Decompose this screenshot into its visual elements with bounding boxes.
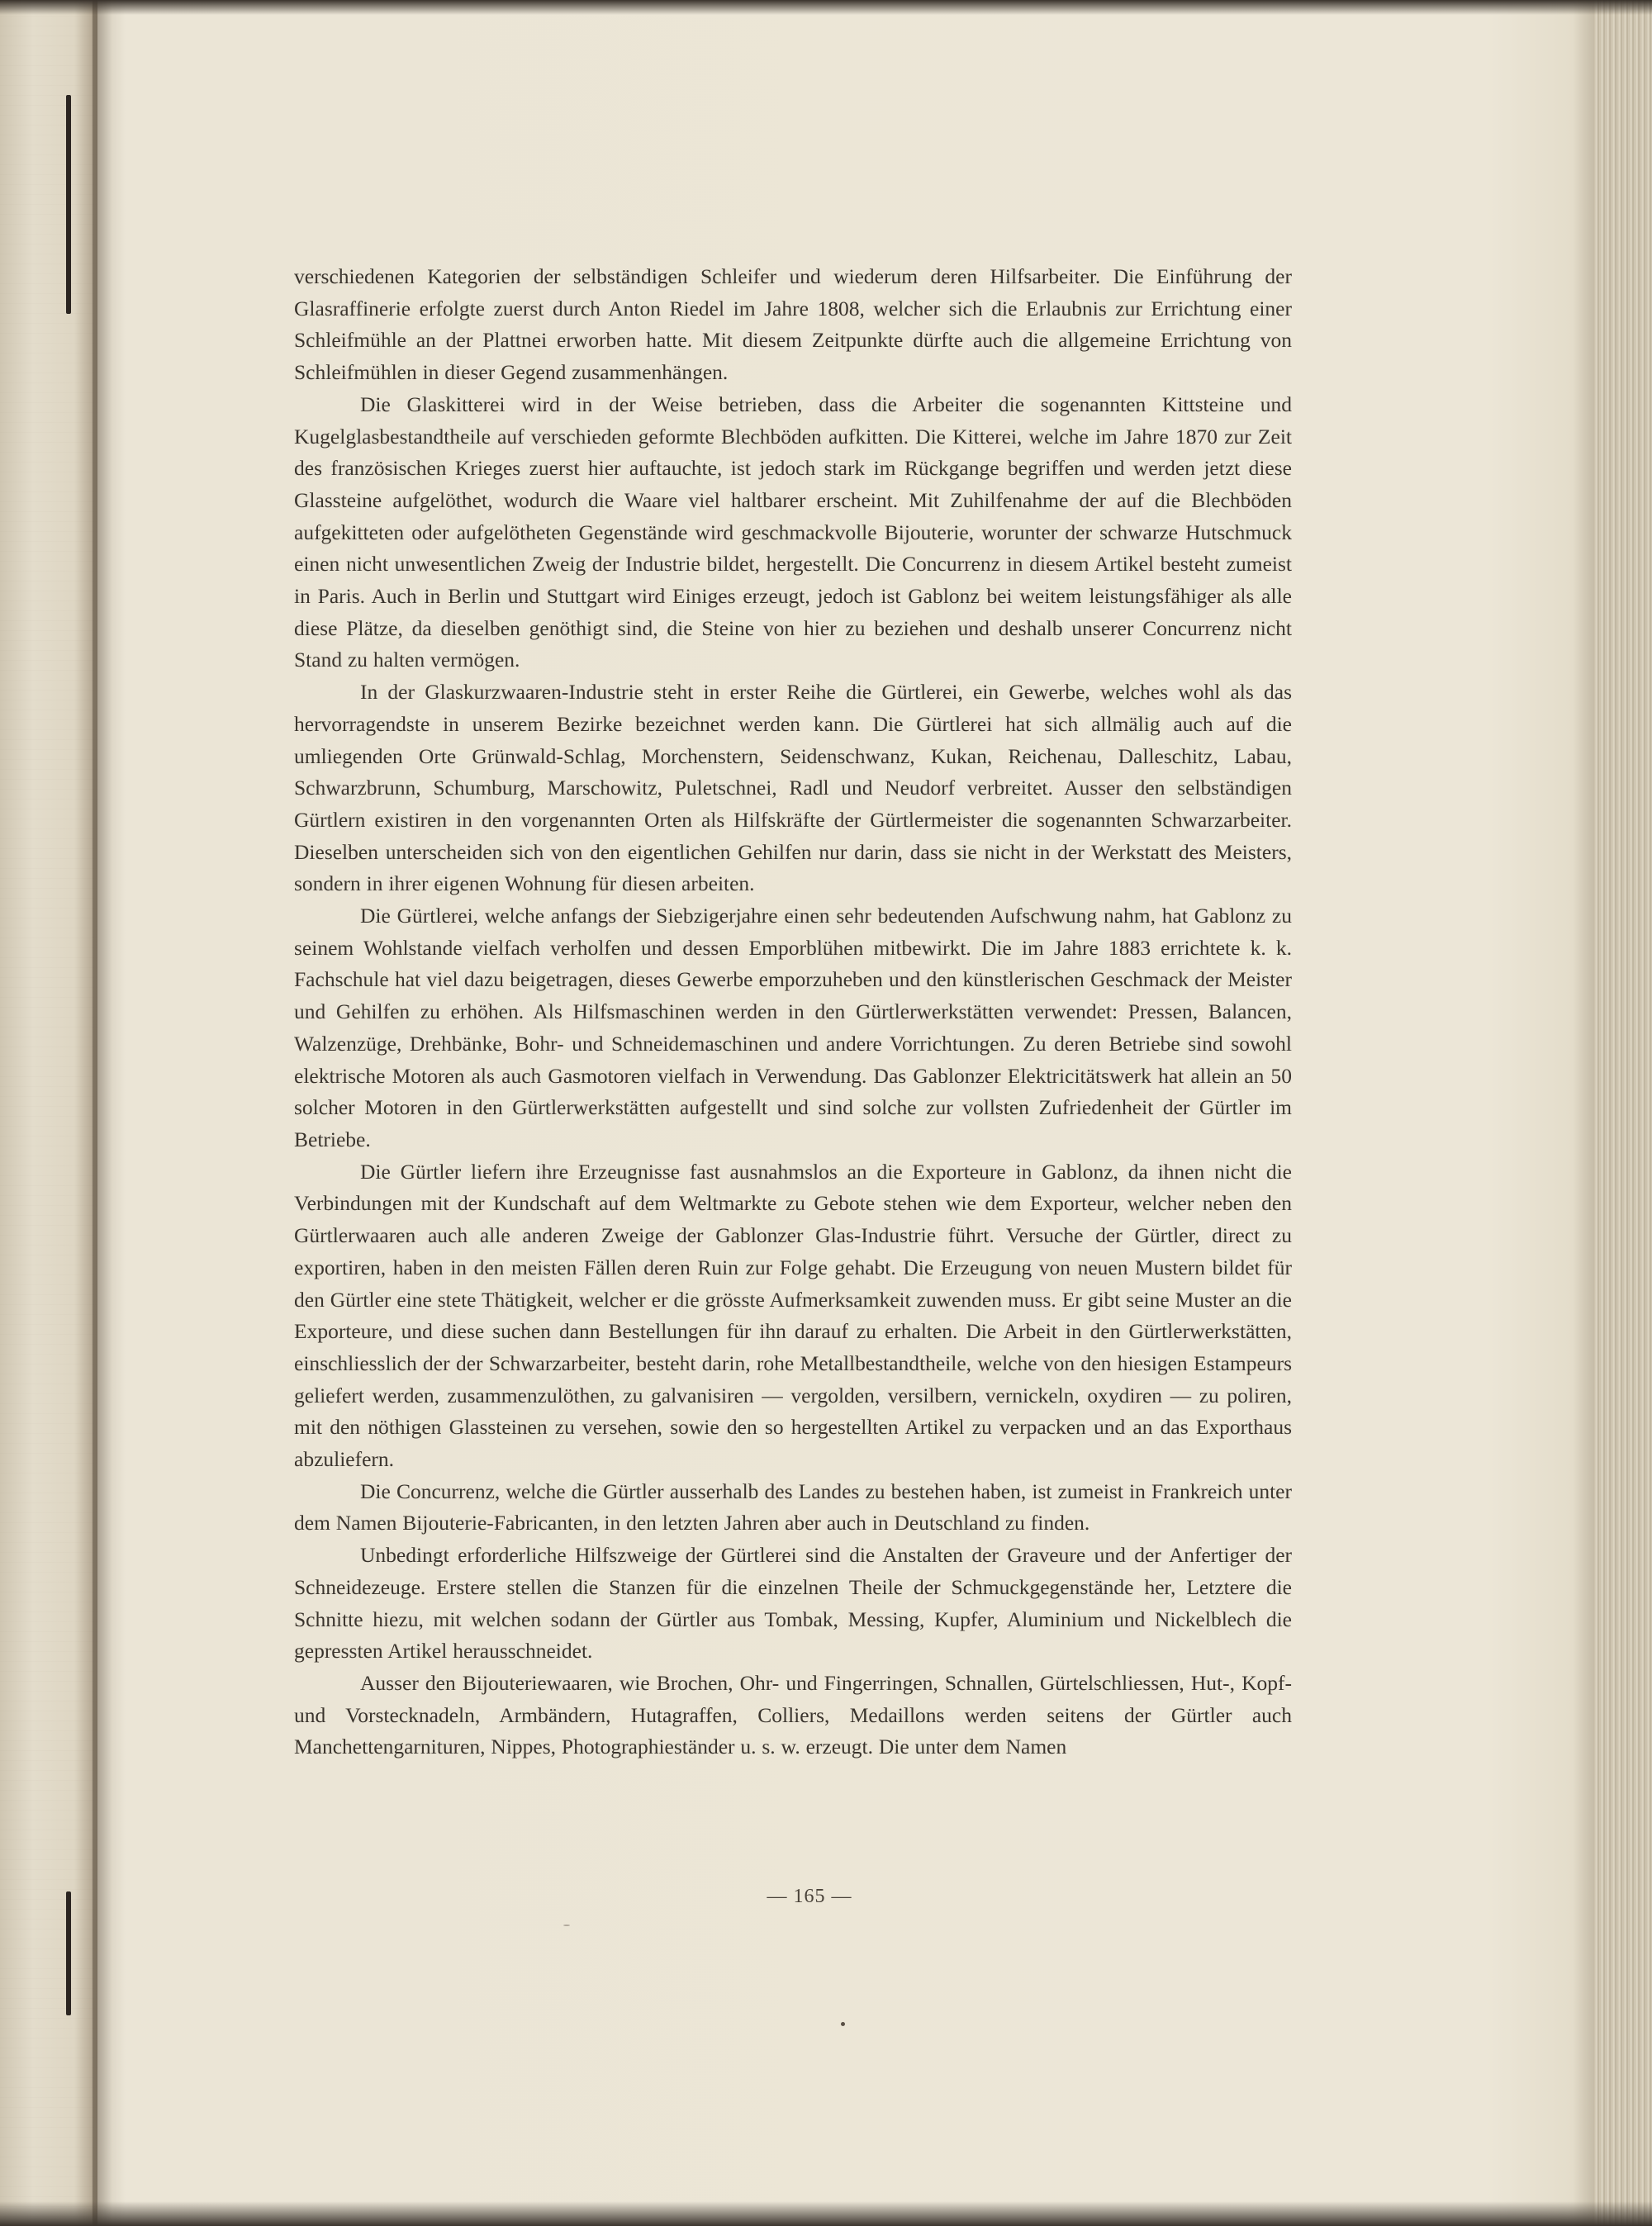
paragraph: Die Glaskitterei wird in der Weise betrieben, dass die Arbeiter die sogenannten Kittsteine und Kugelglasbestandtheile auf verschieden geformte Blechböden aufkitten. Die Kitterei, welche im Jahre 1870 zur Zeit des französischen Krieges zuerst hier auftauchte, ist jedoch stark im Rückgange begriffen und werden jetzt diese Glassteine aufgelöthet, wodurch die Waare viel haltbarer erscheint. Mit Zuhilfenahme der auf die Blechböden aufgekitteten oder aufgelötheten Gegenstände wird geschmackvolle Bijouterie, worunter der schwarze Hutschmuck einen nicht unwesentlichen Zweig der Industrie bildet, hergestellt. Die Concurrenz in diesem Artikel besteht zumeist in Paris. Auch in Berlin und Stuttgart wird Einiges erzeugt, jedoch ist Gablonz bei weitem leistungsfähiger als alle diese Plätze, da dieselben genöthigt sind, die Steine von hier zu beziehen und deshalb unserer Concurrenz nicht Stand zu halten vermögen.: [294, 392, 1292, 672]
paragraph: Die Gürtlerei, welche anfangs der Siebzigerjahre einen sehr bedeutenden Aufschwung nahm, hat Gablonz zu seinem Wohlstande vielfach verholfen und dessen Emporblühen mitbewirkt. Die im Jahre 1883 errichtete k. k. Fachschule hat viel dazu beigetragen, dieses Gewerbe emporzuheben und den künstlerischen Geschmack der Meister und Gehilfen zu erhöhen. Als Hilfsmaschinen werden in den Gürtlerwerkstätten verwendet: Pressen, Balancen, Walzenzüge, Drehbänke, Bohr- und Schneidemaschinen und andere Vorrichtungen. Zu deren Betriebe sind sowohl elektrische Motoren als auch Gasmotoren vielfach in Verwendung. Das Gablonzer Elektricitätswerk hat allein an 50 solcher Motoren in den Gürtlerwerkstätten aufgestellt und sind solche zur vollsten Zufriedenheit der Gürtler im Betriebe.: [294, 904, 1292, 1151]
facing-page-edge: [0, 0, 97, 2226]
binding-mark-lower: [66, 1891, 71, 2015]
binding-mark-top: [66, 95, 71, 128]
paragraph: Die Gürtler liefern ihre Erzeugnisse fast ausnahmslos an die Exporteure in Gablonz, da ihnen nicht die Verbindungen mit der Kundschaft auf dem Weltmarkte zu Gebote stehen wie dem Exporteur, welcher neben den Gürtlerwaaren auch alle anderen Zweige der Gablonzer Glas-Industrie führt. Versuche der Gürtler, direct zu exportiren, haben in den meisten Fällen deren Ruin zur Folge gehabt. Die Erzeugung von neuen Mustern bildet für den Gürtler eine stete Thätigkeit, welcher er die grösste Aufmerksamkeit zuwenden muss. Er gibt seine Muster an die Exporteure, und diese suchen dann Bestellungen für ihn darauf zu erhalten. Die Arbeit in den Gürtlerwerkstätten, einschliesslich der der Schwarzarbeiter, besteht darin, rohe Metallbestandtheile, welche von den hiesigen Estampeurs geliefert werden, zusammenzulöthen, zu galvanisiren — vergolden, versilbern, vernickeln, oxydiren — zu poliren, mit den nöthigen Glassteinen zu versehen, sowie den so hergestellten Artikel zu verpacken und an das Exporthaus abzuliefern.: [294, 1159, 1292, 1472]
scan-top-border: [0, 0, 1652, 15]
body-text: [294, 261, 1292, 1763]
paper-speck: [563, 1925, 570, 1926]
page-number: — 165 —: [767, 1886, 852, 1907]
paragraph: Unbedingt erforderliche Hilfszweige der Gürtlerei sind die Anstalten der Graveure und der Anfertiger der Schneidezeuge. Erstere stellen die Stanzen für die einzelnen Theile der Schmuckgegenstände her, Letztere die Schnitte hiezu, mit welchen sodann der Gürtler aus Tombak, Messing, Kupfer, Aluminium und Nickelblech die gepressten Artikel herausschneidet.: [294, 1543, 1292, 1664]
paper-speck: [841, 2022, 845, 2026]
paragraph: In der Glaskurzwaaren-Industrie steht in erster Reihe die Gürtlerei, ein Gewerbe, welches wohl als das hervorragendste in unserem Bezirke bezeichnet werden kann. Die Gürtlerei hat sich allmälig auch auf die umliegenden Orte Grünwald-Schlag, Morchenstern, Seidenschwanz, Kukan, Reichenau, Dalleschitz, Labau, Schwarzbrunn, Schumburg, Marschowitz, Puletschnei, Radl und Neudorf verbreitet. Ausser den selbständigen Gürtlern existiren in den vorgenannten Orten als Hilfskräfte der Gürtlermeister die sogenannten Schwarzarbeiter. Dieselben unterscheiden sich von den eigentlichen Gehilfen nur darin, dass sie nicht in der Werkstatt des Meisters, sondern in ihrer eigenen Wohnung für diesen arbeiten.: [294, 680, 1292, 896]
scan-bottom-border: [0, 2201, 1652, 2226]
gutter-shadow: [93, 0, 126, 2226]
page-stack-edge: [1594, 0, 1652, 2226]
paragraph: Die Concurrenz, welche die Gürtler ausserhalb des Landes zu bestehen haben, ist zumeist in Frankreich unter dem Namen Bijouterie-Fabricanten, in den letzten Jahren aber auch in Deutschland zu finden.: [294, 1478, 1292, 1535]
paragraph: verschiedenen Kategorien der selbständigen Schleifer und wiederum deren Hilfsarbeiter. Die Einführung der Glasraffinerie erfolgte zuerst durch Anton Riedel im Jahre 1808, welcher sich die Erlaubnis zur Errichtung einer Schleifmühle an der Plattnei erworben hatte. Mit diesem Zeitpunkte dürfte auch die allgemeine Errichtung von Schleifmühlen in dieser Gegend zusammenhängen.: [294, 264, 1292, 385]
binding-mark-upper: [66, 124, 71, 314]
paragraph: Ausser den Bijouteriewaaren, wie Brochen, Ohr- und Fingerringen, Schnallen, Gürtelschliessen, Hut-, Kopf- und Vorstecknadeln, Armbändern, Hutagraffen, Colliers, Medaillons werden seitens der Gürtler auch Manchettengarnituren, Nippes, Photographieständer u. s. w. erzeugt. Die unter dem Namen: [294, 1670, 1292, 1759]
